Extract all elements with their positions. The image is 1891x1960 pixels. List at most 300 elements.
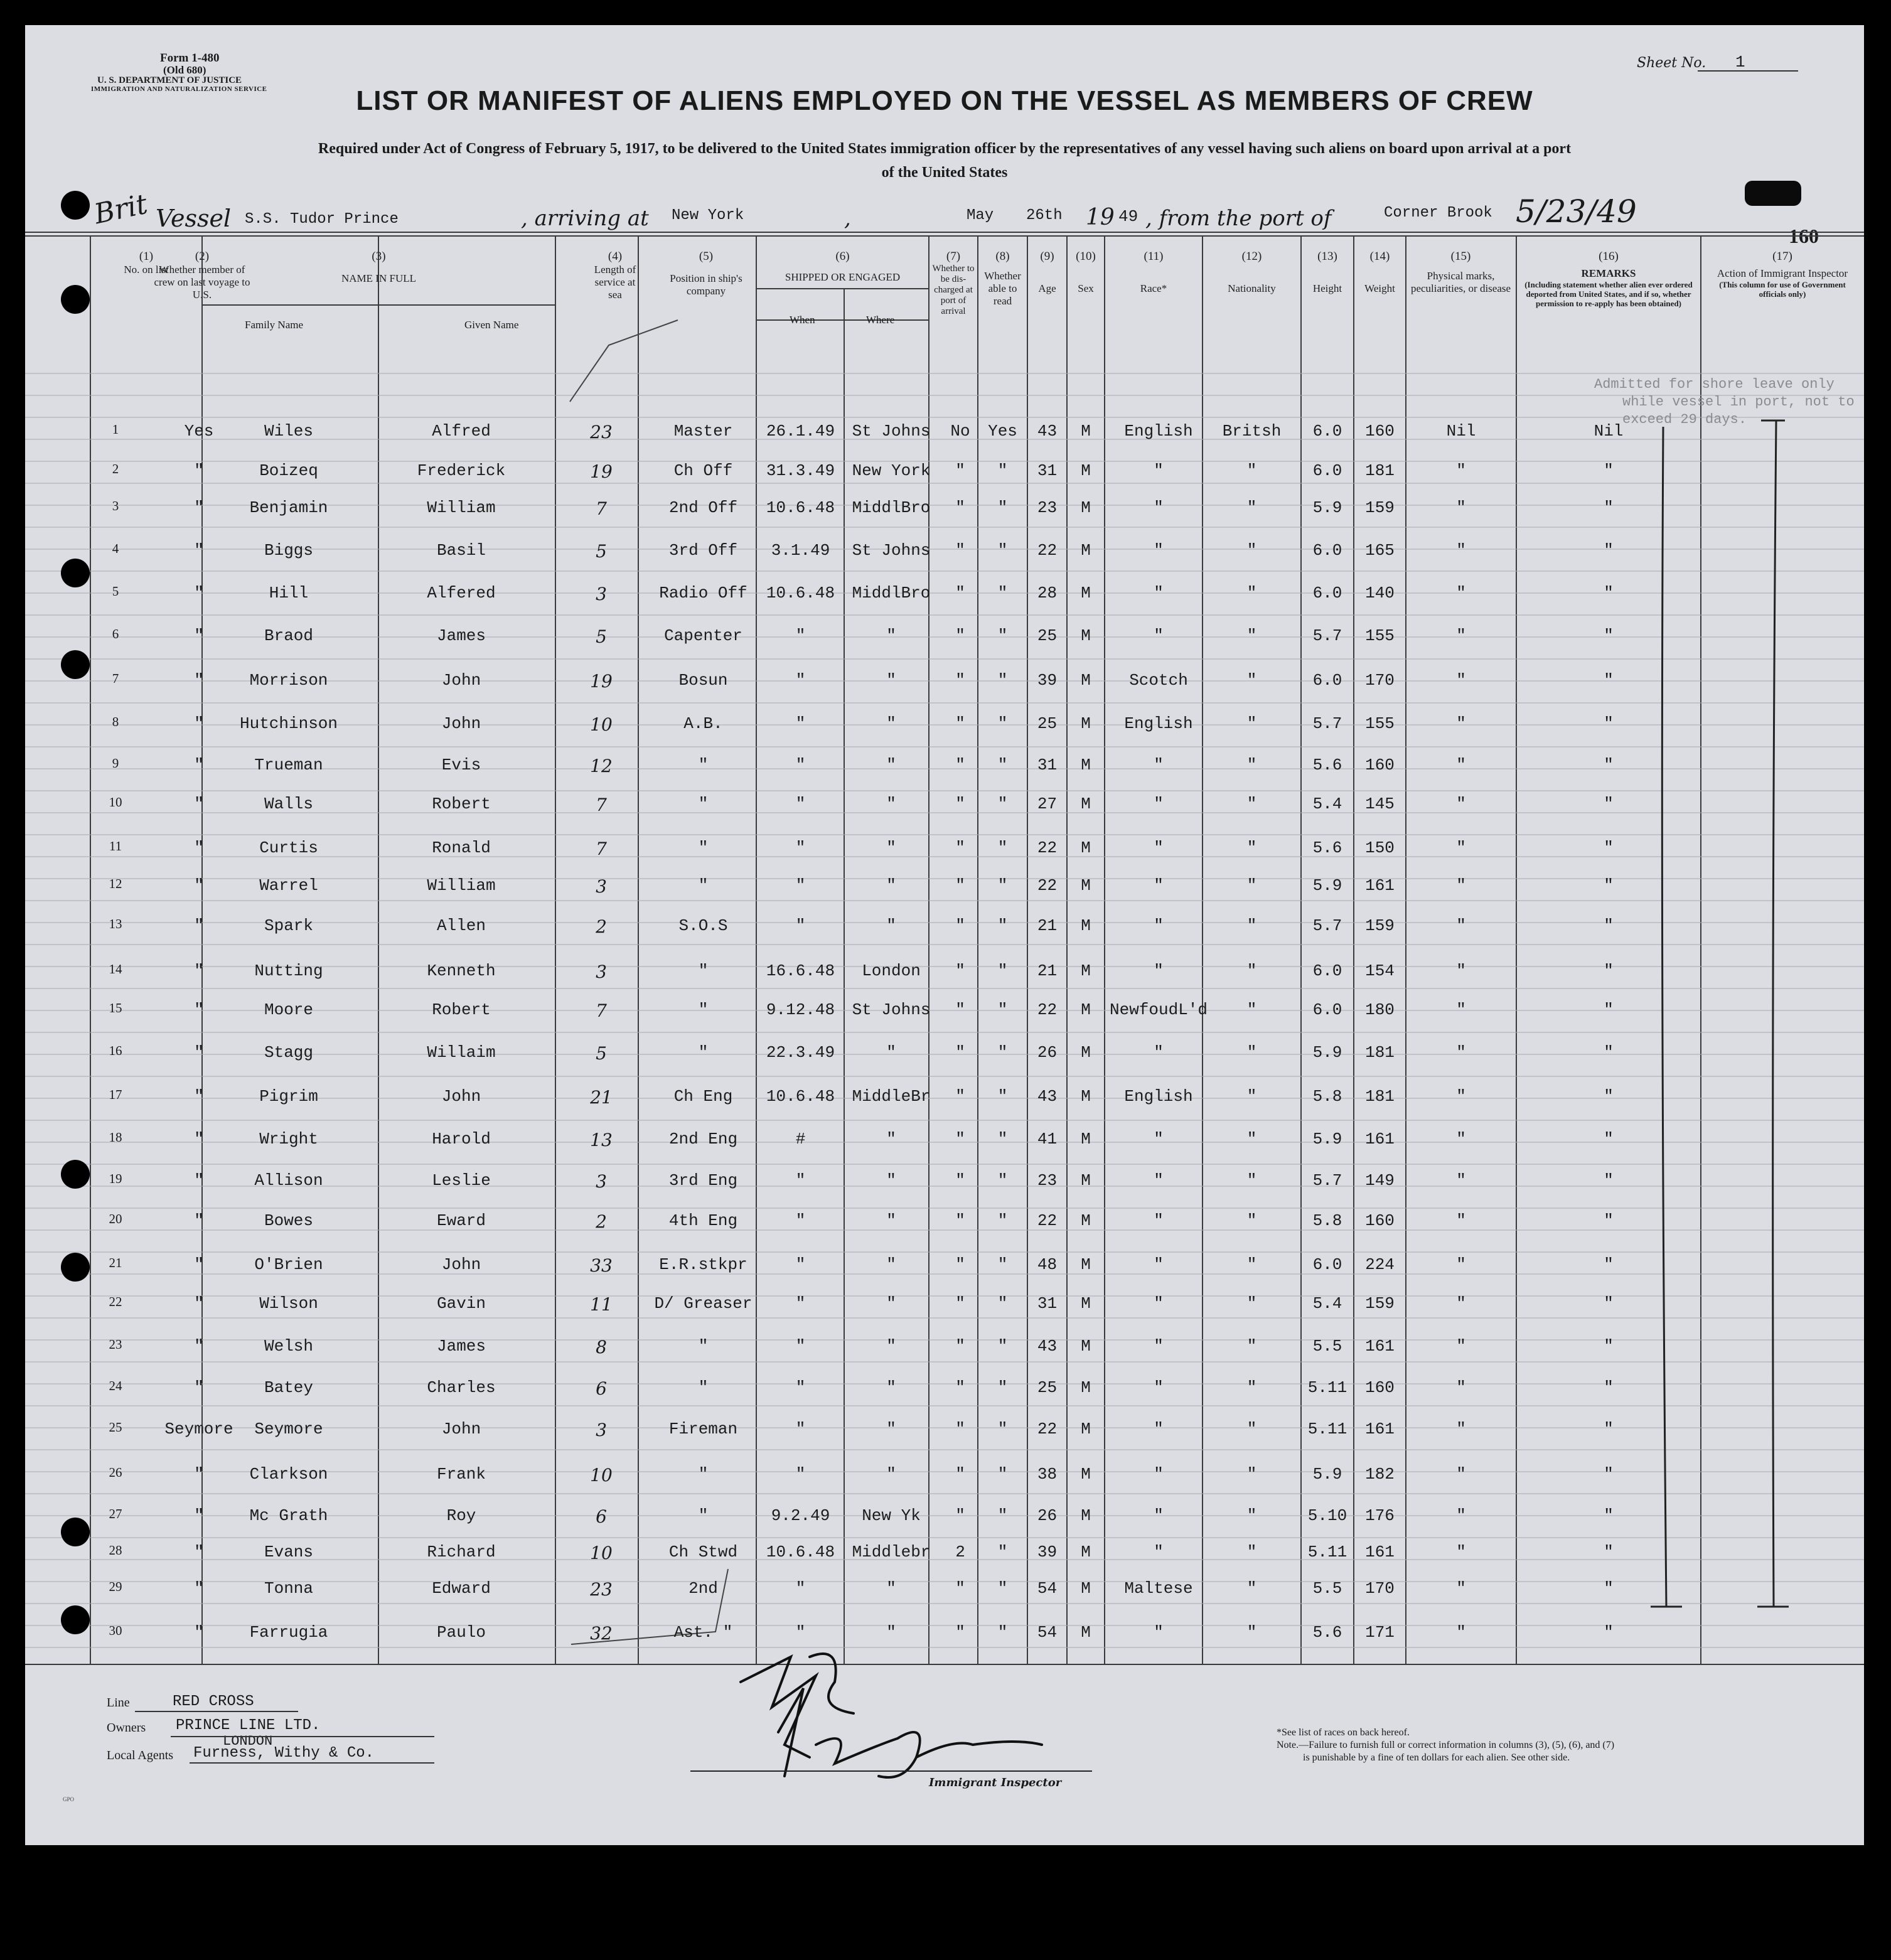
weight-cell: 161	[1365, 1420, 1395, 1438]
shipped-where-cell: St Johns	[852, 422, 931, 441]
physical-marks-cell: "	[1456, 1130, 1466, 1149]
age-cell: 54	[1037, 1623, 1058, 1642]
nationality-cell: "	[1246, 1255, 1257, 1274]
prev-voyage-cell: "	[194, 1130, 204, 1149]
read-cell: "	[997, 1506, 1008, 1525]
shipped-where-cell: "	[886, 1420, 896, 1438]
corner-number: 160	[1789, 225, 1819, 247]
shipped-when-cell: 3.1.49	[771, 541, 830, 560]
service-cell: 21	[590, 1087, 613, 1108]
service-cell: 6	[596, 1378, 607, 1399]
nationality-cell: "	[1246, 1506, 1257, 1525]
read-cell: "	[997, 1337, 1008, 1356]
physical-marks-cell: "	[1456, 1000, 1466, 1019]
family-name-cell: Mc Grath	[249, 1506, 328, 1525]
handwritten-date: 5/23/49	[1516, 193, 1637, 230]
given-name-cell: John	[441, 671, 481, 690]
race-cell: "	[1154, 584, 1164, 602]
shipped-where-cell: "	[886, 916, 896, 935]
discharged-cell: "	[955, 1130, 965, 1149]
read-cell: "	[997, 1579, 1008, 1598]
service-cell: 7	[596, 838, 607, 859]
race-cell: "	[1154, 1420, 1164, 1438]
given-name-cell: John	[441, 1420, 481, 1438]
physical-marks-cell: "	[1456, 1255, 1466, 1274]
row-number: 14	[109, 961, 122, 977]
discharged-cell: "	[955, 1420, 965, 1438]
discharged-cell: "	[955, 1000, 965, 1019]
weight-cell: 182	[1365, 1465, 1395, 1484]
position-cell: Radio Off	[659, 584, 747, 602]
discharged-cell: "	[955, 498, 965, 517]
sex-cell: M	[1081, 1579, 1091, 1598]
service: IMMIGRATION AND NATURALIZATION SERVICE	[91, 85, 267, 93]
age-cell: 25	[1037, 1378, 1058, 1397]
race-cell: "	[1154, 1130, 1164, 1149]
shipped-when-cell: "	[795, 1465, 806, 1484]
prev-voyage-cell: "	[194, 1623, 204, 1642]
remarks-cell: "	[1604, 916, 1614, 935]
shipped-where-cell: "	[886, 1171, 896, 1190]
col-8-header: (8) Whether able to read	[984, 250, 1021, 307]
age-cell: 21	[1037, 916, 1058, 935]
height-cell: 6.0	[1312, 584, 1342, 602]
discharged-cell: "	[955, 671, 965, 690]
age-cell: 22	[1037, 838, 1058, 857]
row-number: 16	[109, 1043, 122, 1058]
physical-marks-cell: "	[1456, 1171, 1466, 1190]
physical-marks-cell: "	[1456, 626, 1466, 645]
discharged-cell: "	[955, 714, 965, 733]
service-cell: 7	[596, 795, 607, 815]
service-cell: 5	[596, 626, 607, 647]
sex-cell: M	[1081, 756, 1091, 774]
sex-cell: M	[1081, 1255, 1091, 1274]
read-cell: "	[997, 1043, 1008, 1062]
height-cell: 5.9	[1312, 1130, 1342, 1149]
prev-voyage-cell: "	[194, 1506, 204, 1525]
shipped-where-cell: "	[886, 1378, 896, 1397]
shipped-where-cell: "	[886, 1255, 896, 1274]
shipped-when-cell: "	[795, 876, 806, 895]
weight-cell: 160	[1365, 1211, 1395, 1230]
sex-cell: M	[1081, 541, 1091, 560]
sex-cell: M	[1081, 1087, 1091, 1106]
discharged-cell: "	[955, 876, 965, 895]
physical-marks-cell: "	[1456, 1087, 1466, 1106]
prev-voyage-cell: "	[194, 1255, 204, 1274]
position-cell: Ch Off	[673, 461, 733, 480]
remarks-cell: "	[1604, 714, 1614, 733]
prev-voyage-cell: "	[194, 461, 204, 480]
prev-voyage-cell: "	[194, 1543, 204, 1561]
shipped-when-cell: 10.6.48	[766, 1543, 835, 1561]
prev-voyage-cell: Yes	[184, 422, 214, 441]
given-name-cell: Alfered	[427, 584, 496, 602]
position-cell: 2nd	[688, 1579, 718, 1598]
race-cell: "	[1154, 1378, 1164, 1397]
race-cell: Maltese	[1124, 1579, 1193, 1598]
height-cell: 5.9	[1312, 1043, 1342, 1062]
service-cell: 10	[590, 1543, 613, 1563]
discharged-cell: "	[955, 1255, 965, 1274]
prev-voyage-cell: "	[194, 1579, 204, 1598]
discharged-cell: "	[955, 461, 965, 480]
position-cell: "	[698, 838, 709, 857]
col-3-header: (3) NAME IN FULL	[341, 250, 416, 284]
family-name-subheader: Family Name	[245, 319, 304, 331]
race-cell: "	[1154, 1543, 1164, 1561]
age-cell: 22	[1037, 876, 1058, 895]
read-cell: "	[997, 838, 1008, 857]
sex-cell: M	[1081, 714, 1091, 733]
row-number: 22	[109, 1294, 122, 1309]
remarks-cell: "	[1604, 756, 1614, 774]
family-name-cell: Clarkson	[249, 1465, 328, 1484]
when-subheader: When	[790, 314, 815, 326]
row-number: 12	[109, 876, 122, 891]
family-name-cell: Stagg	[264, 1043, 313, 1062]
given-name-cell: Robert	[432, 1000, 491, 1019]
inspector-label: Immigrant Inspector	[929, 1776, 1062, 1789]
col-16-header: (16) REMARKS (Including statement whether alien ever ordered deported from United States, and if so, whether permission to re-apply has been obtained)	[1524, 250, 1693, 308]
remarks-cell: "	[1604, 461, 1614, 480]
year-prefix: 19	[1086, 205, 1115, 230]
sex-cell: M	[1081, 1378, 1091, 1397]
physical-marks-cell: "	[1456, 1043, 1466, 1062]
height-cell: 5.9	[1312, 498, 1342, 517]
weight-cell: 155	[1365, 714, 1395, 733]
discharged-cell: "	[955, 795, 965, 813]
height-cell: 5.8	[1312, 1087, 1342, 1106]
discharged-cell: "	[955, 626, 965, 645]
read-cell: "	[997, 961, 1008, 980]
read-cell: "	[997, 626, 1008, 645]
remarks-cell: "	[1604, 795, 1614, 813]
service-cell: 6	[596, 1506, 607, 1527]
prev-voyage-cell: "	[194, 1171, 204, 1190]
prev-voyage-cell: "	[194, 498, 204, 517]
read-cell: "	[997, 671, 1008, 690]
physical-marks-cell: "	[1456, 461, 1466, 480]
height-cell: 6.0	[1312, 1255, 1342, 1274]
shipped-where-cell: "	[886, 876, 896, 895]
position-cell: Fireman	[668, 1420, 738, 1438]
punch-hole	[61, 650, 90, 679]
family-name-cell: Welsh	[264, 1337, 313, 1356]
race-cell: "	[1154, 916, 1164, 935]
sex-cell: M	[1081, 795, 1091, 813]
family-name-cell: Wilson	[259, 1294, 318, 1313]
shipped-where-cell: "	[886, 756, 896, 774]
row-number: 11	[109, 838, 122, 854]
shipped-when-cell: 26.1.49	[766, 422, 835, 441]
age-cell: 22	[1037, 1420, 1058, 1438]
form-subtitle-2: of the United States	[881, 164, 1008, 181]
row-number: 3	[112, 498, 119, 513]
weight-cell: 224	[1365, 1255, 1395, 1274]
race-cell: "	[1154, 1506, 1164, 1525]
read-cell: "	[997, 461, 1008, 480]
shipped-when-cell: #	[795, 1130, 806, 1149]
shipped-when-cell: "	[795, 916, 806, 935]
nationality-cell: "	[1246, 1378, 1257, 1397]
height-cell: 5.4	[1312, 1294, 1342, 1313]
read-cell: "	[997, 541, 1008, 560]
service-cell: 3	[596, 584, 607, 604]
given-name-cell: Edward	[432, 1579, 491, 1598]
prev-voyage-cell: "	[194, 1337, 204, 1356]
weight-cell: 171	[1365, 1623, 1395, 1642]
weight-cell: 160	[1365, 1378, 1395, 1397]
age-cell: 31	[1037, 1294, 1058, 1313]
nationality-cell: "	[1246, 1337, 1257, 1356]
given-name-cell: John	[441, 714, 481, 733]
row-number: 4	[112, 541, 119, 556]
agents-rule	[190, 1762, 434, 1764]
given-name-subheader: Given Name	[464, 319, 519, 331]
races-note: *See list of races on back hereof.	[1277, 1727, 1410, 1738]
service-cell: 3	[596, 876, 607, 897]
physical-marks-cell: "	[1456, 838, 1466, 857]
family-name-cell: Braod	[264, 626, 313, 645]
punch-hole	[61, 1605, 90, 1634]
physical-marks-cell: "	[1456, 1337, 1466, 1356]
service-cell: 19	[590, 461, 613, 482]
punch-hole	[61, 191, 90, 220]
prev-voyage-cell: "	[194, 1087, 204, 1106]
nationality-cell: "	[1246, 916, 1257, 935]
race-cell: Scotch	[1129, 671, 1188, 690]
shipped-where-cell: "	[886, 626, 896, 645]
shipped-when-cell: 10.6.48	[766, 584, 835, 602]
race-cell: "	[1154, 1171, 1164, 1190]
col-13-header: (13) Height	[1312, 250, 1342, 294]
row-number: 15	[109, 1000, 122, 1015]
remarks-cell: "	[1604, 671, 1614, 690]
prev-voyage-cell: "	[194, 1000, 204, 1019]
race-cell: English	[1124, 714, 1193, 733]
weight-cell: 181	[1365, 1043, 1395, 1062]
row-number: 7	[112, 671, 119, 686]
read-cell: "	[997, 1465, 1008, 1484]
race-cell: "	[1154, 1337, 1164, 1356]
physical-marks-cell: Nil	[1446, 422, 1476, 441]
nationality-cell: "	[1246, 1000, 1257, 1019]
weight-cell: 155	[1365, 626, 1395, 645]
given-name-cell: Leslie	[432, 1171, 491, 1190]
nationality-cell: "	[1246, 1211, 1257, 1230]
agents-label: Local Agents	[107, 1748, 174, 1762]
remarks-cell: "	[1604, 876, 1614, 895]
physical-marks-cell: "	[1456, 714, 1466, 733]
race-cell: "	[1154, 876, 1164, 895]
service-cell: 23	[590, 422, 613, 442]
prev-voyage-cell: "	[194, 795, 204, 813]
age-cell: 23	[1037, 1171, 1058, 1190]
race-cell: NewfoudL'd	[1109, 1000, 1208, 1019]
prev-voyage-cell: "	[194, 1294, 204, 1313]
comma: ,	[844, 206, 851, 231]
sex-cell: M	[1081, 1543, 1091, 1561]
shipped-when-cell: "	[795, 838, 806, 857]
position-cell: "	[698, 795, 709, 813]
row-number: 30	[109, 1623, 122, 1638]
discharged-cell: "	[955, 541, 965, 560]
family-name-cell: Hutchinson	[239, 714, 338, 733]
age-cell: 31	[1037, 461, 1058, 480]
height-cell: 6.0	[1312, 422, 1342, 441]
shipped-where-cell: "	[886, 1043, 896, 1062]
service-cell: 10	[590, 714, 613, 735]
family-name-cell: Hill	[269, 584, 309, 602]
col-6-header: (6) SHIPPED OR ENGAGED	[785, 250, 901, 283]
physical-marks-cell: "	[1456, 1211, 1466, 1230]
height-cell: 5.9	[1312, 1465, 1342, 1484]
shipped-where-cell: MiddleBr	[852, 1087, 931, 1106]
shipped-when-cell: 10.6.48	[766, 498, 835, 517]
col-9-header: (9) Age	[1038, 250, 1056, 294]
position-cell: Ast. "	[673, 1623, 733, 1642]
age-cell: 26	[1037, 1043, 1058, 1062]
shipped-when-cell: "	[795, 1337, 806, 1356]
service-cell: 5	[596, 1043, 607, 1064]
prev-voyage-cell: Seymore	[164, 1420, 233, 1438]
physical-marks-cell: "	[1456, 1420, 1466, 1438]
shore-leave-note-3: exceed 29 days.	[1622, 412, 1747, 427]
shipped-when-cell: "	[795, 714, 806, 733]
row-number: 8	[112, 714, 119, 729]
service-cell: 23	[590, 1579, 613, 1600]
col-14-header: (14) Weight	[1364, 250, 1395, 294]
prev-voyage-cell: "	[194, 1465, 204, 1484]
height-cell: 5.7	[1312, 1171, 1342, 1190]
weight-cell: 159	[1365, 498, 1395, 517]
service-cell: 32	[590, 1623, 613, 1644]
weight-cell: 161	[1365, 1543, 1395, 1561]
height-cell: 5.7	[1312, 714, 1342, 733]
shipped-where-cell: New York	[852, 461, 931, 480]
physical-marks-cell: "	[1456, 1543, 1466, 1561]
position-cell: Ch Stwd	[668, 1543, 738, 1561]
arriving-port: New York	[672, 207, 744, 224]
position-cell: 3rd Eng	[668, 1171, 738, 1190]
prev-voyage-cell: "	[194, 626, 204, 645]
age-cell: 28	[1037, 584, 1058, 602]
col-4-header: (4) Length of service at sea	[594, 250, 636, 301]
shipped-where-cell: "	[886, 838, 896, 857]
read-cell: "	[997, 1130, 1008, 1149]
read-cell: "	[997, 1000, 1008, 1019]
age-cell: 39	[1037, 1543, 1058, 1561]
remarks-cell: "	[1604, 626, 1614, 645]
sex-cell: M	[1081, 916, 1091, 935]
nationality-cell: "	[1246, 1130, 1257, 1149]
service-cell: 12	[590, 756, 613, 776]
prev-voyage-cell: "	[194, 714, 204, 733]
line-label: Line	[107, 1696, 130, 1710]
read-cell: "	[997, 1171, 1008, 1190]
nationality-cell: Britsh	[1222, 422, 1282, 441]
read-cell: "	[997, 1623, 1008, 1642]
physical-marks-cell: "	[1456, 916, 1466, 935]
nationality-prefix: Brit	[91, 188, 151, 231]
given-name-cell: Harold	[432, 1130, 491, 1149]
remarks-cell: "	[1604, 961, 1614, 980]
height-cell: 5.11	[1307, 1420, 1347, 1438]
given-name-cell: Basil	[436, 541, 486, 560]
from-label: , from the port of	[1145, 206, 1332, 231]
col-10-header: (10) Sex	[1076, 250, 1096, 294]
remarks-cell: "	[1604, 1171, 1614, 1190]
height-cell: 6.0	[1312, 1000, 1342, 1019]
family-name-cell: Curtis	[259, 838, 318, 857]
sex-cell: M	[1081, 1130, 1091, 1149]
remarks-cell: "	[1604, 838, 1614, 857]
service-cell: 10	[590, 1465, 613, 1486]
position-cell: "	[698, 876, 709, 895]
arrival-month: May	[967, 207, 994, 224]
height-cell: 5.5	[1312, 1579, 1342, 1598]
prev-voyage-cell: "	[194, 1378, 204, 1397]
vessel-label: Vessel	[156, 205, 232, 232]
shore-leave-note-1: Admitted for shore leave only	[1594, 377, 1835, 392]
shipped-when-cell: "	[795, 1378, 806, 1397]
read-cell: "	[997, 1543, 1008, 1561]
discharged-cell: "	[955, 916, 965, 935]
col-5-header: (5) Position in ship's company	[670, 250, 742, 297]
position-cell: 4th Eng	[668, 1211, 738, 1230]
position-cell: 2nd Off	[668, 498, 738, 517]
weight-cell: 160	[1365, 756, 1395, 774]
position-cell: 2nd Eng	[668, 1130, 738, 1149]
given-name-cell: Charles	[427, 1378, 496, 1397]
owners-value: PRINCE LINE LTD.	[176, 1717, 321, 1734]
height-cell: 6.0	[1312, 461, 1342, 480]
height-cell: 5.8	[1312, 1211, 1342, 1230]
shipped-when-cell: "	[795, 1294, 806, 1313]
physical-marks-cell: "	[1456, 671, 1466, 690]
shipped-when-cell: "	[795, 756, 806, 774]
height-cell: 5.10	[1307, 1506, 1347, 1525]
prev-voyage-cell: "	[194, 1211, 204, 1230]
age-cell: 31	[1037, 756, 1058, 774]
shipped-where-cell: "	[886, 1130, 896, 1149]
row-number: 10	[109, 795, 122, 810]
service-cell: 7	[596, 498, 607, 519]
shipped-where-cell: "	[886, 714, 896, 733]
prev-voyage-cell: "	[194, 584, 204, 602]
age-cell: 38	[1037, 1465, 1058, 1484]
physical-marks-cell: "	[1456, 795, 1466, 813]
sex-cell: M	[1081, 1171, 1091, 1190]
prev-voyage-cell: "	[194, 876, 204, 895]
height-cell: 5.5	[1312, 1337, 1342, 1356]
shipped-when-cell: "	[795, 1255, 806, 1274]
shipped-when-cell: "	[795, 1579, 806, 1598]
shipped-where-cell: "	[886, 1623, 896, 1642]
age-cell: 25	[1037, 626, 1058, 645]
shipped-where-cell: MiddlBro	[852, 498, 931, 517]
shipped-when-cell: 9.2.49	[771, 1506, 830, 1525]
family-name-cell: O'Brien	[254, 1255, 323, 1274]
shipped-when-cell: 9.12.48	[766, 1000, 835, 1019]
nationality-cell: "	[1246, 714, 1257, 733]
remarks-cell: "	[1604, 1420, 1614, 1438]
row-number: 2	[112, 461, 119, 476]
weight-cell: 180	[1365, 1000, 1395, 1019]
col-17-header: (17) Action of Immigrant Inspector (This column for use of Government officials only)	[1717, 250, 1848, 299]
